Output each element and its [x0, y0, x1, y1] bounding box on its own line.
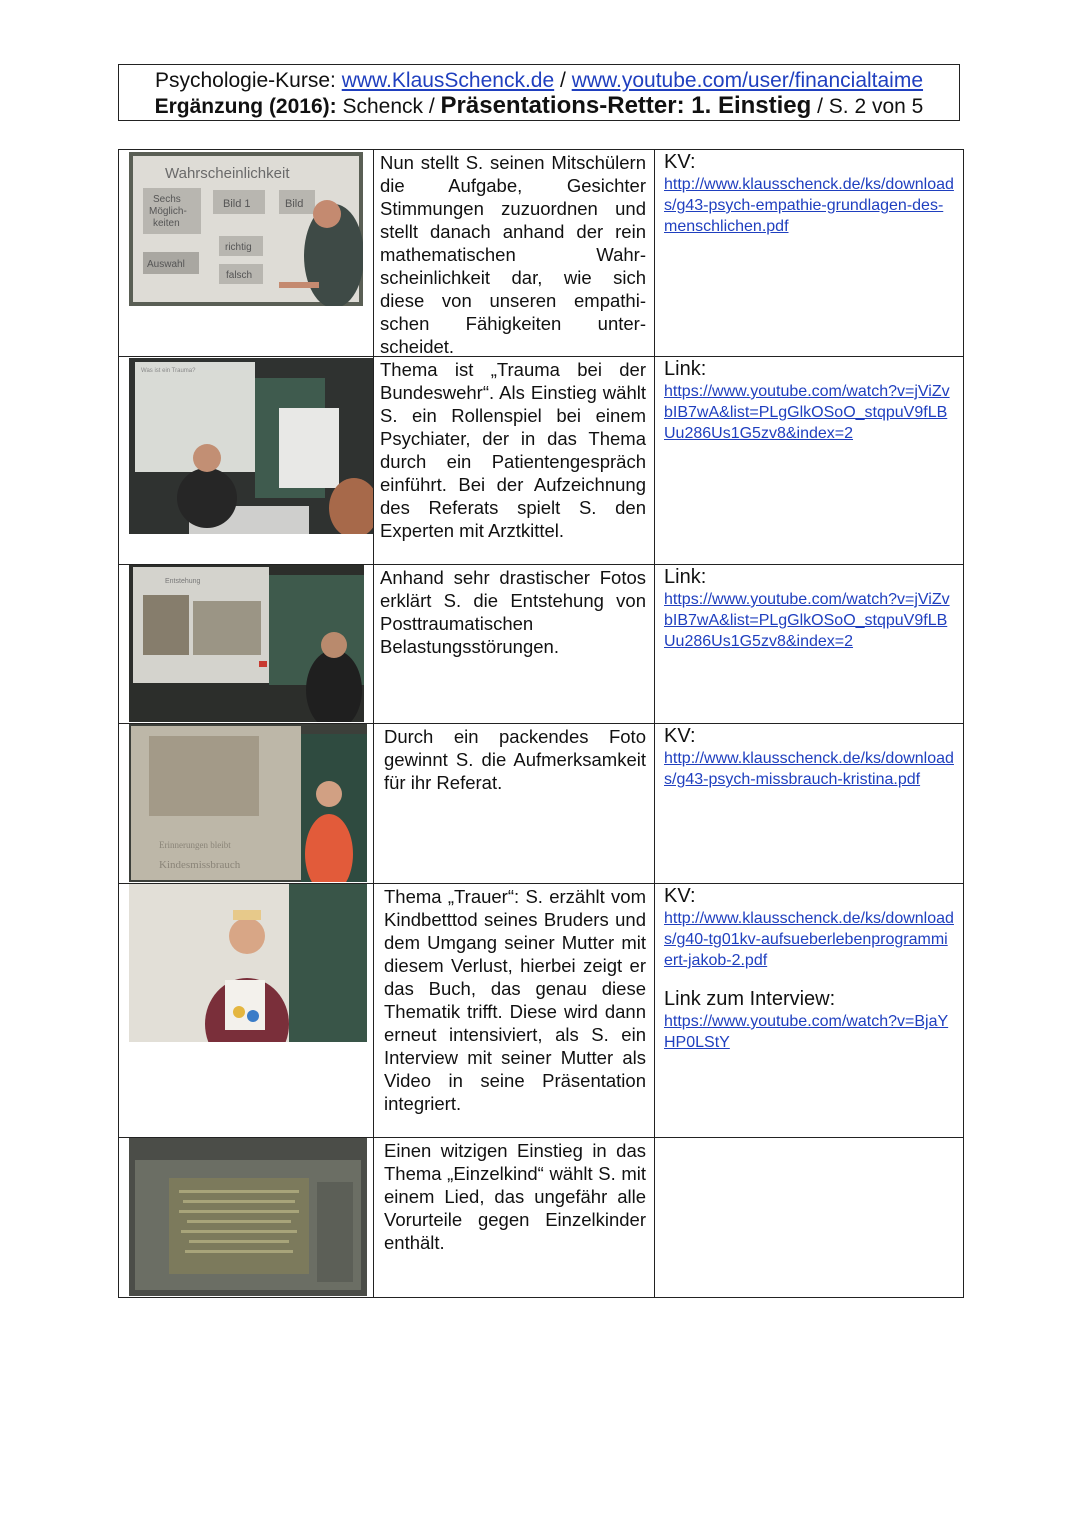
svg-text:falsch: falsch	[226, 270, 253, 281]
svg-text:Auswahl: Auswahl	[147, 259, 185, 270]
svg-text:Wahrscheinlichkeit: Wahrscheinlichkeit	[165, 165, 290, 182]
table-row	[118, 723, 964, 883]
link-cell	[655, 565, 964, 723]
description-cell: Anhand sehr drastischer Fotos erklärt S. die Entstehung von Posttraumatischen Belastungsstörungen.	[374, 565, 655, 723]
svg-text:Kindesmissbrauch: Kindesmissbrauch	[159, 859, 241, 871]
document-title: Präsentations-Retter: 1. Einstieg	[440, 92, 812, 119]
link-cell	[655, 1138, 964, 1297]
photo-cell	[118, 1138, 374, 1297]
photo-cell	[118, 565, 374, 723]
svg-text:Was ist ein Trauma?: Was ist ein Trauma?	[141, 368, 196, 374]
header-line-2: Ergänzung (2016): Schenck / Präsentations-Retter: 1. Einstieg / S. 2 von 5	[154, 92, 924, 119]
kv-link[interactable]: http://www.klausschenck.de/ks/downloads/g43-psych-missbrauch-kristina.pdf	[664, 750, 954, 788]
kv-label: KV:	[664, 885, 696, 907]
svg-text:Bild 1: Bild 1	[223, 198, 251, 210]
svg-text:Entstehung: Entstehung	[165, 578, 201, 585]
examples-table	[118, 149, 964, 1298]
table-row	[118, 1137, 964, 1298]
interview-label: Link zum Interview:	[664, 988, 836, 1010]
svg-text:Möglich-: Möglich-	[149, 206, 187, 217]
link-cell	[655, 884, 964, 1137]
link-cell	[655, 150, 964, 356]
photo-cell	[118, 724, 374, 883]
description-cell: Einen witzigen Einstieg in das Thema „Einzelkind“ wählt S. mit einem Lied, das ungefähr alle Vorurteile gegen Einzelkinder enthält.	[374, 1138, 655, 1297]
table-row	[118, 356, 964, 564]
description-cell: Thema ist „Trauma bei der Bundeswehr“. Als Einstieg wählt S. ein Rollenspiel bei einem Psychiater, der in das Thema durch ein Patientengespräch einführt. Bei der Aufzeichnung des Referats spielt S. den Experten mit Arztkittel.	[374, 357, 655, 564]
header-line-1: Psychologie-Kurse: www.KlausSchenck.de / www.youtube.com/user/financialtaime	[154, 69, 924, 92]
photo-ptsd-slide	[129, 565, 364, 722]
photo-cell	[118, 357, 374, 564]
kv-link[interactable]: http://www.klausschenck.de/ks/downloads/g40-tg01kv-aufsueberlebenprogrammiert-jakob-2.pdf	[664, 910, 954, 969]
klausschenck-link[interactable]: www.KlausSchenck.de	[341, 69, 555, 92]
kv-link[interactable]: http://www.klausschenck.de/ks/downloads/g43-psych-empathie-grundlagen-des-menschlichen.pdf	[664, 176, 954, 235]
photo-roleplay	[129, 358, 373, 534]
link-cell	[655, 724, 964, 883]
youtube-channel-link[interactable]: www.youtube.com/user/financialtaime	[571, 69, 924, 92]
table-row	[118, 149, 964, 356]
page-header	[118, 64, 960, 121]
kv-label: KV:	[664, 725, 696, 747]
description-cell: Nun stellt S. seinen Mitschülern die Aufgabe, Gesichter Stimmungen zuzuordnen und stellt danach anhand der rein mathematischen Wahrscheinlichkeit dar, wie sich diese von unseren empathischen Fähigkeiten unterscheidet.	[374, 150, 655, 356]
svg-text:keiten: keiten	[153, 218, 180, 229]
youtube-link[interactable]: https://www.youtube.com/watch?v=jViZvbIB7wA&list=PLgGlkOSoO_stqpuV9fLBUu286Us1G5zv8&index=2	[664, 383, 950, 442]
photo-probability-slide	[129, 152, 363, 306]
svg-text:richtig: richtig	[225, 242, 252, 253]
photo-cell	[118, 884, 374, 1137]
photo-cell	[118, 150, 374, 356]
photo-grief-book	[129, 884, 367, 1042]
kv-label: KV:	[664, 151, 696, 173]
link-cell	[655, 357, 964, 564]
description-cell: Thema „Trauer“: S. erzählt vom Kindbetttod seines Bruders und dem Umgang seiner Mutter mit diesem Verlust, hierbei zeigt er das Buch, das genau diese Thematik trifft. Diese wird dann erneut intensiviert, als S. ein Interview mit seiner Mutter als Video in seine Präsentation integriert.	[374, 884, 655, 1137]
svg-text:Sechs: Sechs	[153, 194, 181, 205]
youtube-link[interactable]: https://www.youtube.com/watch?v=jViZvbIB7wA&list=PLgGlkOSoO_stqpuV9fLBUu286Us1G5zv8&index=2	[664, 591, 950, 650]
svg-text:Erinnerungen bleibt: Erinnerungen bleibt	[159, 840, 231, 850]
table-row	[118, 883, 964, 1137]
photo-abuse-slide	[129, 724, 367, 882]
interview-link[interactable]: https://www.youtube.com/watch?v=BjaYHP0LStY	[664, 1013, 949, 1051]
description-cell: Durch ein packendes Foto gewinnt S. die Aufmerksamkeit für ihr Referat.	[374, 724, 655, 883]
link-label: Link:	[664, 358, 707, 380]
link-label: Link:	[664, 566, 707, 588]
svg-text:Bild: Bild	[285, 198, 304, 210]
photo-song-lyrics	[129, 1138, 367, 1296]
table-row	[118, 564, 964, 723]
